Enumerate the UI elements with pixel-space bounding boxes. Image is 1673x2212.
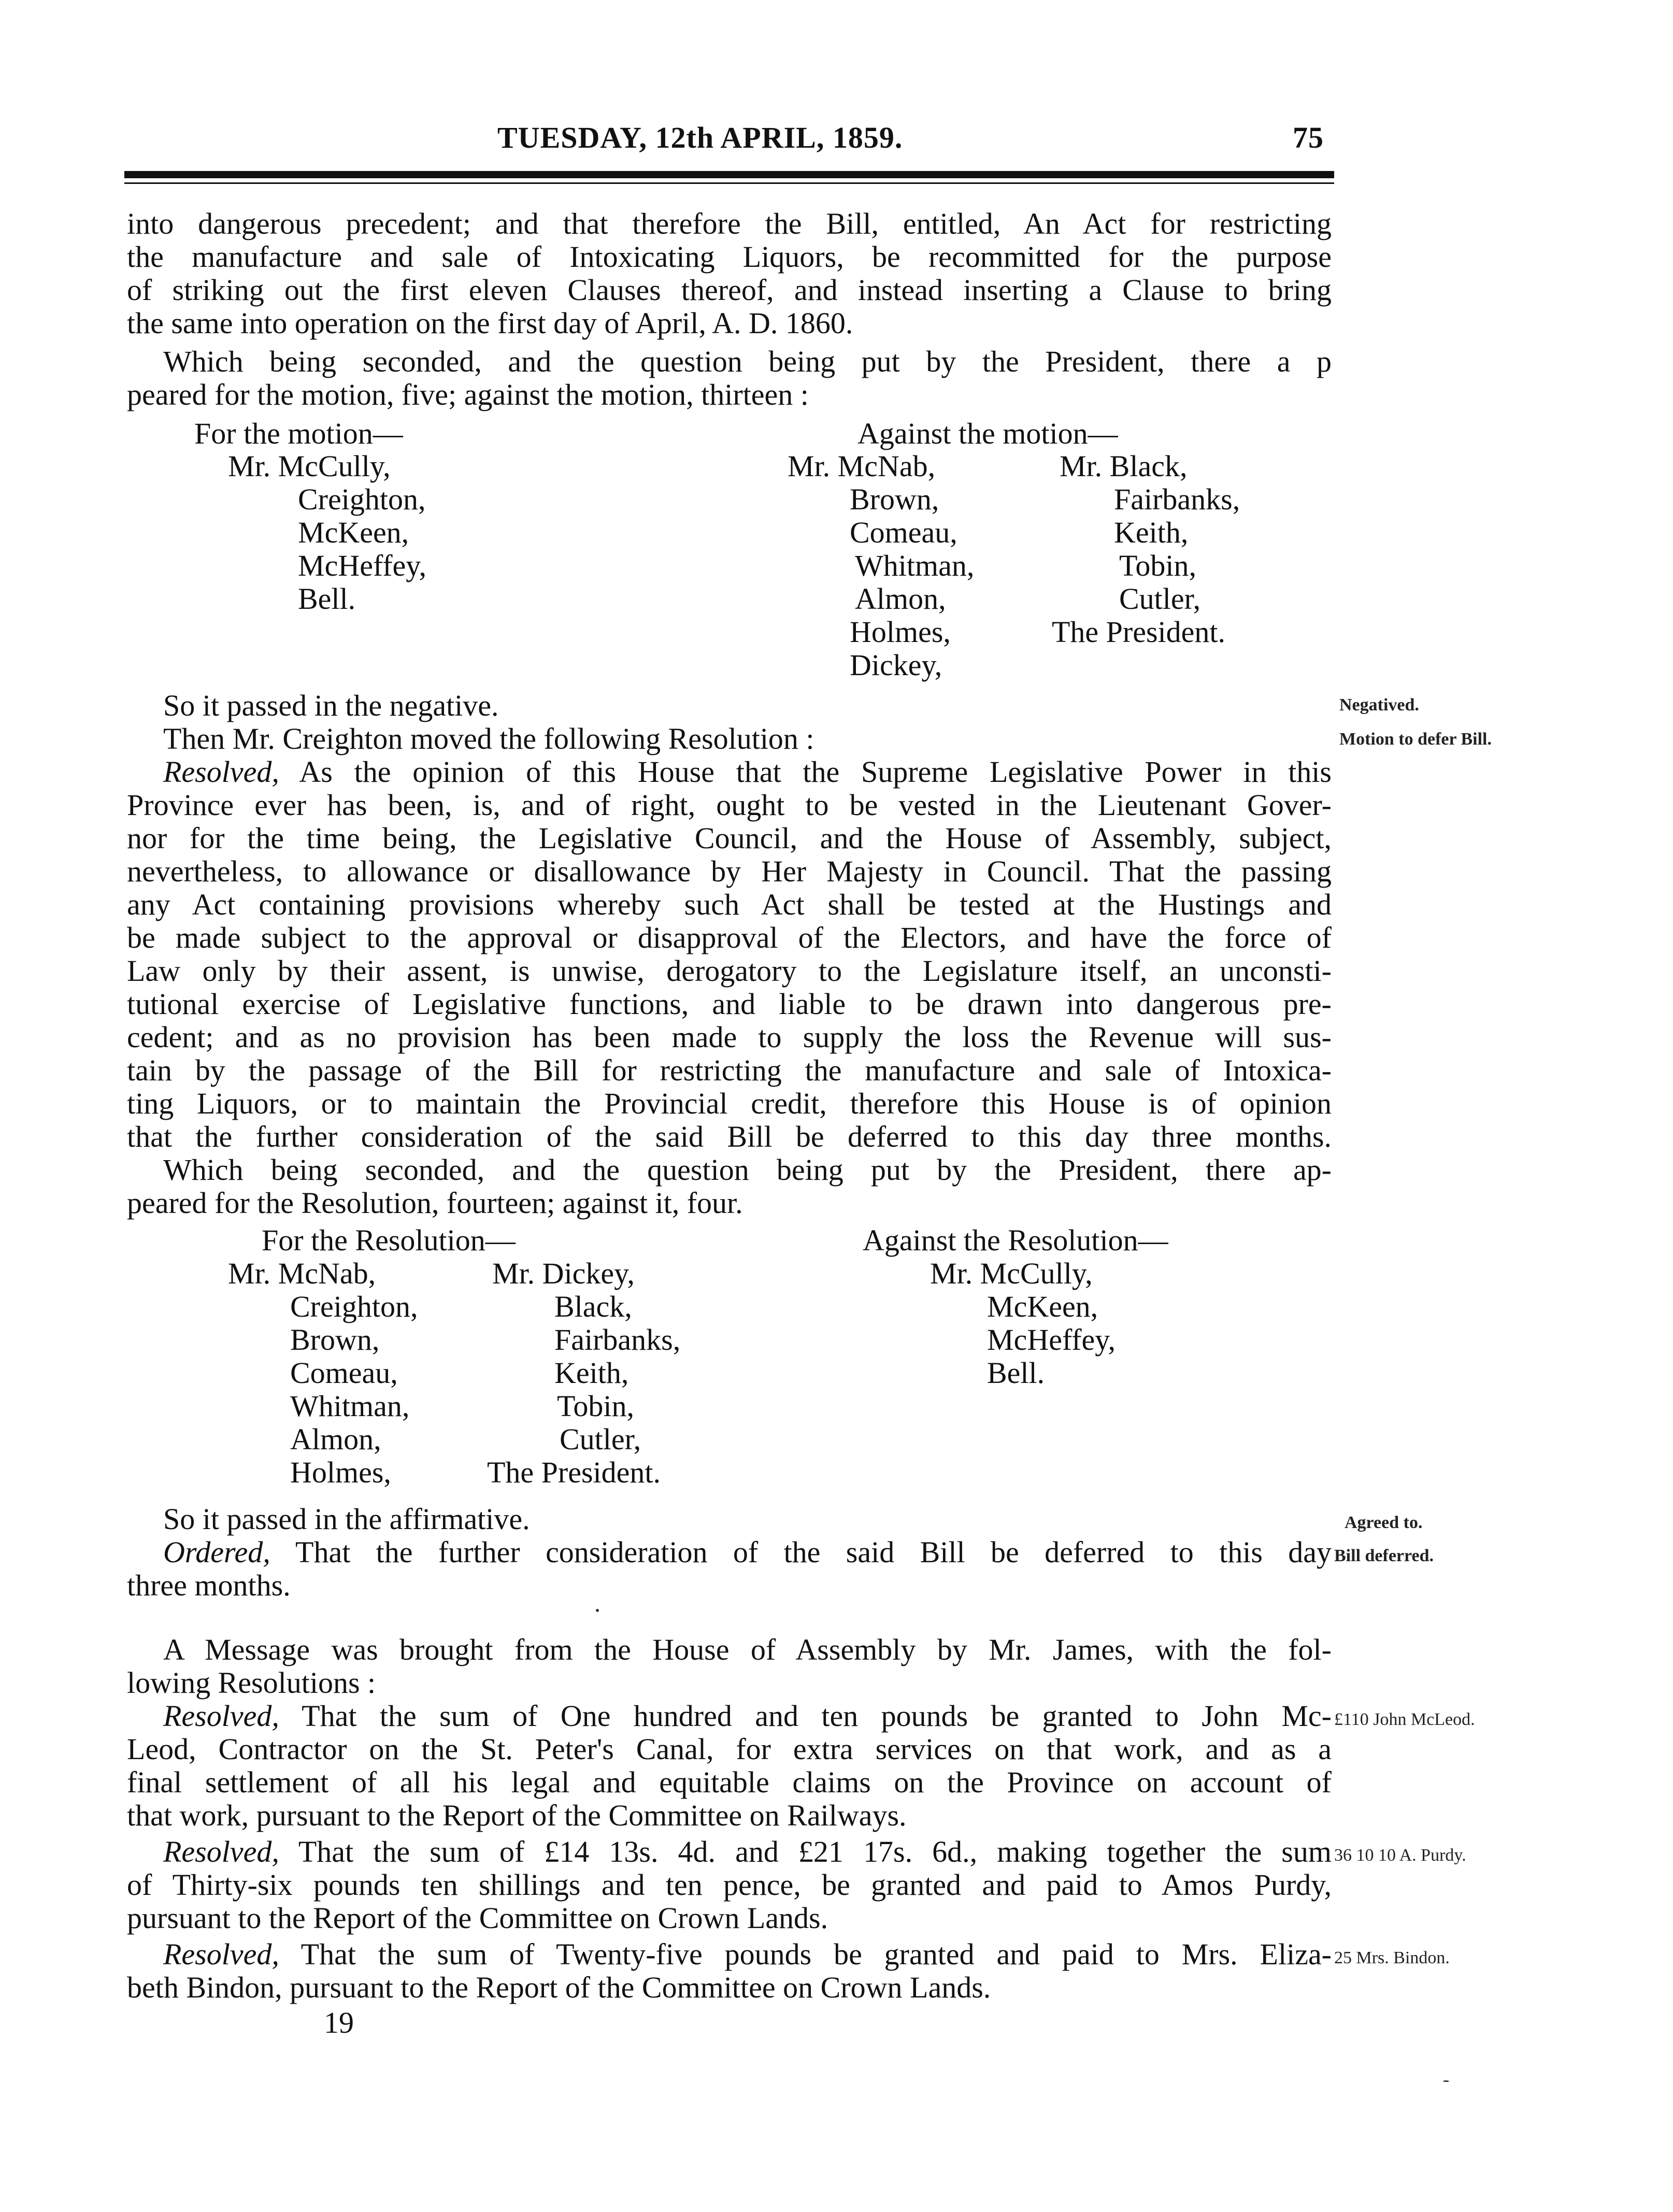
body-line: Resolved, That the sum of Twenty-five pounds be granted and paid to Mrs. Eliza- [163,1937,1332,1971]
body-line: that the further consideration of the said Bill be deferred to this day three months. [127,1120,1332,1153]
voter-name: Creighton, [298,482,426,516]
result-line: So it passed in the negative. [163,689,499,722]
margin-note-negatived: Negatived. [1339,695,1419,715]
page-number: 75 [1293,121,1324,154]
voter-name: McKeen, [987,1290,1098,1323]
body-line: Leod, Contractor on the St. Peter's Canal, for extra services on that work, and as a [127,1732,1332,1766]
body-line: nor for the time being, the Legislative Council, and the House of Assembly, subject, [127,821,1332,855]
resolved-lead: Resolved, [163,1835,279,1868]
body-line: into dangerous precedent; and that therefore the Bill, entitled, An Act for restricting [127,207,1332,240]
body-line: cedent; and as no provision has been made to supply the loss the Revenue will sus- [127,1020,1332,1054]
body-line: of striking out the first eleven Clauses thereof, and instead inserting a Clause to bring [127,273,1332,307]
voter-name: Mr. McCully, [930,1257,1093,1290]
body-line: A Message was brought from the House of Assembly by Mr. James, with the fol- [163,1633,1332,1666]
body-line: Which being seconded, and the question being put by the President, there a p [163,345,1332,378]
voter-name: Mr. Dickey, [492,1257,635,1290]
voter-name: Almon, [855,582,946,616]
voter-name: Cutler, [560,1422,641,1456]
margin-note-agreed: Agreed to. [1345,1513,1423,1532]
body-line: the manufacture and sale of Intoxicating Liquors, be recommitted for the purpose [127,240,1332,274]
voter-name: Comeau, [850,516,957,549]
voter-name: Brown, [290,1323,380,1357]
voter-name: Whitman, [290,1389,410,1423]
voter-name: Mr. McNab, [788,449,936,483]
margin-note-defer-motion: Motion to defer Bill. [1339,730,1492,749]
voter-name: Almon, [290,1422,381,1456]
voter-name: Keith, [1114,516,1189,549]
resolved-lead: Resolved, [163,1937,279,1971]
body-line: be made subject to the approval or disapproval of the Electors, and have the force of [127,921,1332,954]
body-line: Resolved, That the sum of £14 13s. 4d. and £21 17s. 6d., making together the sum [163,1835,1332,1868]
voter-name: Creighton, [290,1290,418,1323]
voter-name: Whitman, [855,549,975,582]
voter-name: Brown, [850,482,939,516]
voter-name: Holmes, [850,615,951,649]
voter-name: The President. [487,1455,661,1489]
body-line: Which being seconded, and the question being put by the President, there ap- [163,1153,1332,1187]
for-motion-heading: For the motion— [194,417,403,450]
voter-name: Cutler, [1119,582,1201,616]
voter-name: Comeau, [290,1356,398,1390]
body-line: final settlement of all his legal and equitable claims on the Province on account of [127,1765,1332,1799]
body-line: the same into operation on the first day of April, A. D. 1860. [127,306,853,340]
body-line: lowing Resolutions : [127,1666,376,1700]
body-line: Resolved, As the opinion of this House that the Supreme Legislative Power in this [163,755,1332,789]
resolved-lead: Resolved, [163,1699,279,1733]
margin-note-deferred: Bill deferred. [1334,1546,1434,1565]
voter-name: Tobin, [557,1389,634,1423]
motion-intro: Then Mr. Creighton moved the following Resolution : [163,722,814,755]
voter-name: Bell. [987,1356,1045,1390]
body-line: nevertheless, to allowance or disallowance by Her Majesty in Council. That the passing [127,854,1332,888]
margin-note-purdy: 36 10 10 A. Purdy. [1334,1846,1466,1865]
voter-name: Tobin, [1119,549,1196,582]
against-resolution-heading: Against the Resolution— [863,1223,1168,1257]
body-line: Province ever has been, is, and of right, ought to be vested in the Lieutenant Gover- [127,788,1332,822]
voter-name: Mr. Black, [1060,449,1188,483]
body-line: peared for the motion, five; against the motion, thirteen : [127,378,809,411]
voter-name: Black, [554,1290,632,1323]
against-motion-heading: Against the motion— [857,417,1118,450]
body-line: peared for the Resolution, fourteen; against it, four. [127,1186,743,1220]
result-line: So it passed in the affirmative. [163,1502,530,1536]
ordered-lead: Ordered, [163,1535,270,1569]
voter-name: Mr. McCully, [228,449,391,483]
margin-note-mcleod: £110 John McLeod. [1334,1710,1475,1729]
voter-name: McKeen, [298,516,409,549]
voter-name: Fairbanks, [1114,482,1240,516]
body-line: any Act containing provisions whereby such Act shall be tested at the Hustings and [127,888,1332,921]
print-speck [596,1609,599,1612]
signature-mark: 19 [324,2006,354,2039]
voter-name: The President. [1052,615,1226,649]
voter-name: Holmes, [290,1455,391,1489]
print-speck [1443,2080,1449,2082]
resolved-lead: Resolved, [163,755,279,789]
body-line: pursuant to the Report of the Committee on Crown Lands. [127,1901,828,1935]
header-rule-thin [124,182,1334,184]
for-resolution-heading: For the Resolution— [262,1223,516,1257]
voter-name: Mr. McNab, [228,1257,376,1290]
body-line: Resolved, That the sum of One hundred and ten pounds be granted to John Mc- [163,1699,1332,1733]
voter-name: McHeffey, [987,1323,1116,1357]
body-line: ting Liquors, or to maintain the Provincial credit, therefore this House is of opinion [127,1087,1332,1120]
page-header-title: TUESDAY, 12th APRIL, 1859. [497,121,903,154]
voter-name: McHeffey, [298,549,427,582]
voter-name: Keith, [554,1356,629,1390]
body-line: of Thirty-six pounds ten shillings and ten pence, be granted and paid to Amos Purdy, [127,1868,1332,1902]
voter-name: Bell. [298,582,356,616]
body-line: tain by the passage of the Bill for restricting the manufacture and sale of Intoxica- [127,1053,1332,1087]
margin-note-bindon: 25 Mrs. Bindon. [1334,1948,1450,1967]
voter-name: Fairbanks, [554,1323,681,1357]
voter-name: Dickey, [850,648,942,682]
body-line: Law only by their assent, is unwise, derogatory to the Legislature itself, an unconsti- [127,954,1332,988]
body-line: three months. [127,1568,291,1602]
body-line: tutional exercise of Legislative functions, and liable to be drawn into dangerous pre- [127,987,1332,1021]
body-line: that work, pursuant to the Report of the Committee on Railways. [127,1799,907,1832]
body-line: beth Bindon, pursuant to the Report of the Committee on Crown Lands. [127,1971,991,2004]
body-line: Ordered, That the further consideration of the said Bill be deferred to this day [163,1535,1332,1569]
header-rule-thick [124,171,1334,178]
